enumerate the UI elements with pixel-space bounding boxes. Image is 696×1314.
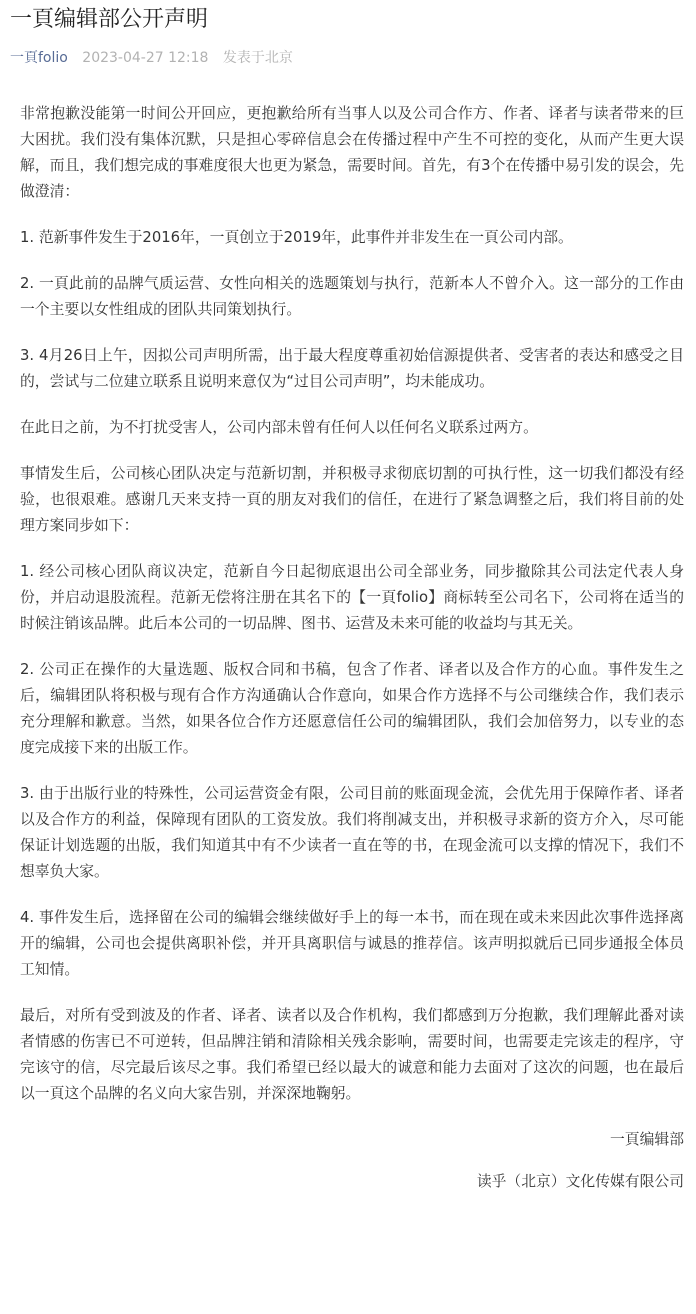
paragraph-clarification-2: 2. 一頁此前的品牌气质运营、女性向相关的选题策划与执行，范新本人不曾介入。这一部分的工作由一个主要以女性组成的团队共同策划执行。 <box>20 275 684 318</box>
article-meta <box>10 48 293 68</box>
article-title: 一頁编辑部公开声明 <box>10 7 209 32</box>
paragraph-plan-3: 3. 由于出版行业的特殊性，公司运营资金有限，公司目前的账面现金流，会优先用于保障作者、译者以及合作方的利益，保障现有团队的工资发放。我们将削减支出，并积极寻求新的资方介入，尽可能保证计划选题的出版，我们知道其中有不少读者一直在等的书，在现金流可以支撑的情况下，我们不想辜负大家。 <box>20 785 684 880</box>
paragraph-intro: 非常抱歉没能第一时间公开回应，更抱歉给所有当事人以及公司合作方、作者、译者与读者带来的巨大困扰。我们没有集体沉默，只是担心零碎信息会在传播过程中产生不可控的变化，从而产生更大误解，而且，我们想完成的事难度很大也更为紧急，需要时间。首先，有3个在传播中易引发的误会，先做澄清： <box>20 105 684 200</box>
paragraph-clarification-3: 3. 4月26日上午，因拟公司声明所需，出于最大程度尊重初始信源提供者、受害者的表达和感受之目的，尝试与二位建立联系且说明来意仅为“过目公司声明”，均未能成功。 <box>20 347 684 390</box>
paragraph-plan-1: 1. 经公司核心团队商议决定，范新自今日起彻底退出公司全部业务，同步撤除其公司法定代表人身份，并启动退股流程。范新无偿将注册在其名下的【一頁folio】商标转至公司名下，公司将在适当的时候注销该品牌。此后本公司的一切品牌、图书、运营及未来可能的收益均与其无关。 <box>20 563 684 632</box>
paragraph-no-contact: 在此日之前，为不打扰受害人，公司内部未曾有任何人以任何名义联系过两方。 <box>20 419 538 436</box>
paragraph-plan-intro: 事情发生后，公司核心团队决定与范新切割，并积极寻求彻底切割的可执行性，这一切我们都没有经验，也很艰难。感谢几天来支持一頁的朋友对我们的信任，在进行了紧急调整之后，我们将目前的处理方案同步如下： <box>20 465 684 534</box>
author-link[interactable]: 一頁folio <box>10 50 68 66</box>
publish-date: 2023-04-27 12:18 <box>82 50 209 66</box>
paragraph-clarification-1: 1. 范新事件发生于2016年，一頁创立于2019年，此事件并非发生在一頁公司内部。 <box>20 229 573 246</box>
paragraph-plan-4: 4. 事件发生后，选择留在公司的编辑会继续做好手上的每一本书，而在现在或未来因此次事件选择离开的编辑，公司也会提供离职补偿，并开具离职信与诚恳的推荐信。该声明拟就后已同步通报全体员工知情。 <box>20 909 684 978</box>
publish-location: 发表于北京 <box>222 50 293 66</box>
paragraph-plan-2: 2. 公司正在操作的大量选题、版权合同和书稿，包含了作者、译者以及合作方的心血。事件发生之后，编辑团队将积极与现有合作方沟通确认合作意向，如果合作方选择不与公司继续合作，我们表示充分理解和歉意。当然，如果各位合作方还愿意信任公司的编辑团队，我们会加倍努力，以专业的态度完成接下来的出版工作。 <box>20 661 684 756</box>
article-body <box>20 101 684 1211</box>
company-name: 读乎（北京）文化传媒有限公司 <box>476 1173 684 1190</box>
paragraph-closing: 最后，对所有受到波及的作者、译者、读者以及合作机构，我们都感到万分抱歉，我们理解此番对读者情感的伤害已不可逆转，但品牌注销和清除相关残余影响，需要时间，也需要走完该走的程序，守完该守的信，尽完最后该尽之事。我们希望已经以最大的诚意和能力去面对了这次的问题，也在最后以一頁这个品牌的名义向大家告别，并深深地鞠躬。 <box>20 1007 684 1102</box>
signature: 一頁编辑部 <box>610 1131 684 1148</box>
